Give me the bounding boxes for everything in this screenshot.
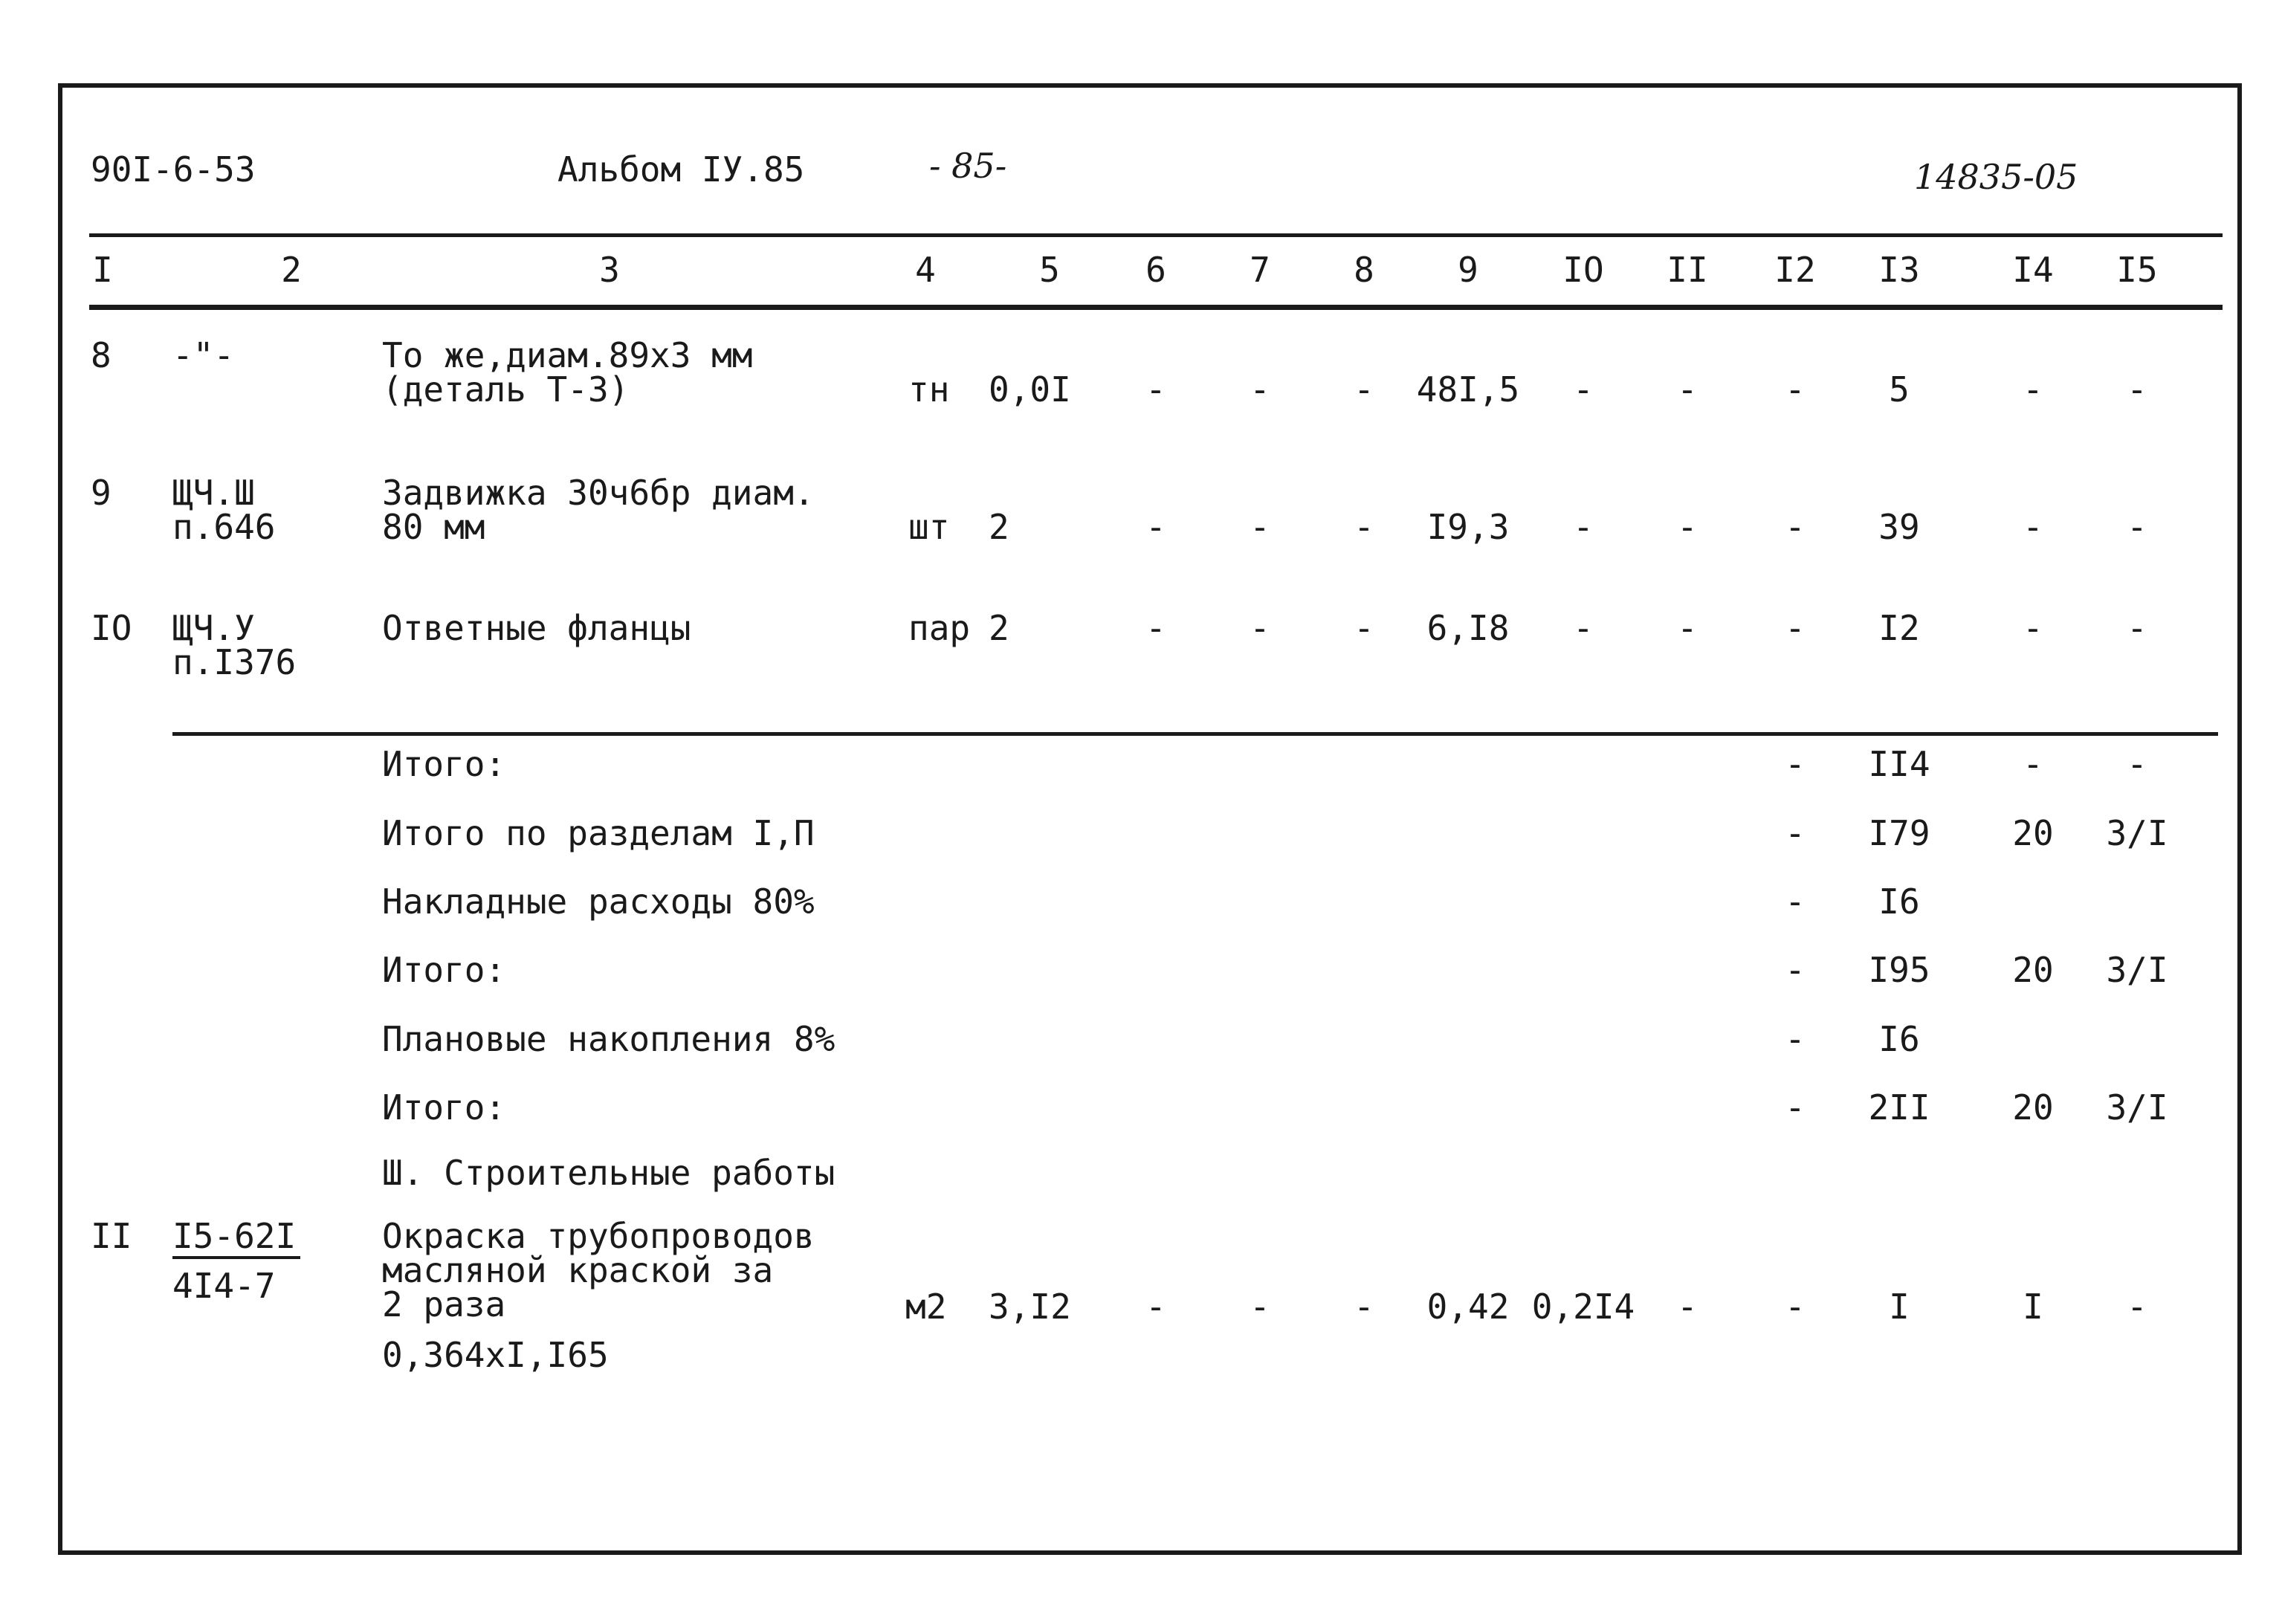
table-cell-c2: ЩЧ.Ш п.646 — [172, 473, 276, 547]
totals-cell-c13: I95 — [1868, 950, 1930, 990]
totals-label: Плановые накопления 8% — [382, 1019, 835, 1059]
totals-cell-c13: I6 — [1878, 881, 1920, 922]
row11-cell-c13: I — [1889, 1287, 1910, 1327]
page-number: - 85- — [929, 146, 1007, 186]
table-cell-c9: I9,3 — [1426, 507, 1510, 547]
table-cell-c7: - — [1250, 507, 1270, 547]
table-cell-c1: 9 — [91, 473, 111, 513]
totals-cell-c14: - — [2023, 744, 2043, 784]
row11-formula: 0,364хI,I65 — [382, 1335, 609, 1375]
table-cell-c12: - — [1785, 608, 1806, 648]
table-cell-c7: - — [1250, 608, 1270, 648]
totals-cell-c13: 2II — [1868, 1087, 1930, 1128]
totals-cell-c12: - — [1785, 813, 1806, 853]
table-cell-c11: - — [1677, 507, 1698, 547]
totals-cell-c13: I6 — [1878, 1019, 1920, 1059]
table-cell-c2: ЩЧ.У п.I376 — [172, 608, 297, 682]
row11-cell-c12: - — [1785, 1287, 1806, 1327]
column-number: 4 — [915, 250, 936, 290]
column-number: 2 — [281, 250, 302, 290]
table-cell-c5: 2 — [989, 608, 1009, 648]
column-number: I4 — [2012, 250, 2054, 290]
archive-number: 14835-05 — [1914, 157, 2078, 197]
table-cell-c10: - — [1573, 369, 1594, 410]
totals-cell-c12: - — [1785, 950, 1806, 990]
table-cell-c14: - — [2023, 608, 2043, 648]
row11-cell-c5: 3,I2 — [989, 1287, 1071, 1327]
totals-cell-c15: 3/I — [2106, 1087, 2168, 1128]
column-number: 5 — [1039, 250, 1060, 290]
totals-cell-c12: - — [1785, 1019, 1806, 1059]
table-cell-c8: - — [1354, 608, 1374, 648]
table-cell-c11: - — [1677, 369, 1698, 410]
table-cell-c9: 6,I8 — [1426, 608, 1510, 648]
table-cell-c12: - — [1785, 507, 1806, 547]
row11-cell-c6: - — [1145, 1287, 1166, 1327]
column-number: II — [1667, 250, 1708, 290]
totals-cell-c12: - — [1785, 744, 1806, 784]
table-cell-c6: - — [1145, 507, 1166, 547]
totals-cell-c15: 3/I — [2106, 950, 2168, 990]
header-rule-bottom — [89, 305, 2223, 310]
row11-ref-top: I5-62I — [172, 1216, 297, 1256]
table-cell-c10: - — [1573, 507, 1594, 547]
table-cell-c7: - — [1250, 369, 1270, 410]
column-number: I5 — [2116, 250, 2158, 290]
table-cell-c6: - — [1145, 608, 1166, 648]
totals-cell-c15: - — [2127, 744, 2147, 784]
row11-cell-c8: - — [1354, 1287, 1374, 1327]
column-number: I2 — [1774, 250, 1816, 290]
column-number: I3 — [1878, 250, 1920, 290]
table-cell-c3: Ответные фланцы — [382, 608, 691, 648]
row11-cell-c11: - — [1677, 1287, 1698, 1327]
doc-code: 90I-6-53 — [91, 149, 256, 190]
table-cell-c13: 5 — [1889, 369, 1910, 410]
table-cell-c5: 2 — [989, 507, 1009, 547]
totals-cell-c14: 20 — [2012, 813, 2054, 853]
row11-cell-c9: 0,42 — [1426, 1287, 1510, 1327]
totals-label: Итого: — [382, 1087, 506, 1128]
column-number: 9 — [1458, 250, 1478, 290]
totals-cell-c14: 20 — [2012, 950, 2054, 990]
totals-cell-c12: - — [1785, 881, 1806, 922]
section-title: Ш. Строительные работы — [382, 1153, 835, 1193]
row11-ref-bottom: 4I4-7 — [172, 1266, 276, 1306]
table-cell-c3: То же,диам.89х3 мм (деталь Т-3) — [382, 335, 753, 410]
table-cell-c1: 8 — [91, 335, 111, 375]
column-number: 3 — [599, 250, 620, 290]
table-cell-c6: - — [1145, 369, 1166, 410]
table-cell-c9: 48I,5 — [1416, 369, 1520, 410]
table-cell-c4: пар — [908, 608, 971, 648]
totals-cell-c12: - — [1785, 1087, 1806, 1128]
album-label: Альбом IУ.85 — [557, 149, 805, 190]
subtotal-rule — [172, 732, 2218, 736]
totals-cell-c15: 3/I — [2106, 813, 2168, 853]
table-cell-c4: тн — [908, 369, 950, 410]
table-cell-c10: - — [1573, 608, 1594, 648]
row11-cell-c10: 0,2I4 — [1531, 1287, 1635, 1327]
row11-cell-c4: м2 — [905, 1287, 947, 1327]
table-cell-c14: - — [2023, 369, 2043, 410]
row11-number: II — [91, 1216, 132, 1256]
table-cell-c13: 39 — [1878, 507, 1920, 547]
table-cell-c15: - — [2127, 369, 2147, 410]
table-cell-c4: шт — [908, 507, 950, 547]
table-cell-c8: - — [1354, 507, 1374, 547]
table-cell-c14: - — [2023, 507, 2043, 547]
table-cell-c2: -"- — [172, 335, 235, 375]
header-rule-top — [89, 233, 2223, 237]
column-number: IO — [1562, 250, 1604, 290]
column-number: 6 — [1145, 250, 1166, 290]
row11-fraction-line — [172, 1256, 300, 1259]
row11-cell-c7: - — [1250, 1287, 1270, 1327]
totals-label: Итого по разделам I,П — [382, 813, 815, 853]
table-cell-c15: - — [2127, 507, 2147, 547]
row11-cell-c15: - — [2127, 1287, 2147, 1327]
table-cell-c1: IO — [91, 608, 132, 648]
totals-cell-c13: I79 — [1868, 813, 1930, 853]
totals-cell-c13: II4 — [1868, 744, 1930, 784]
table-cell-c13: I2 — [1878, 608, 1920, 648]
column-number: I — [92, 250, 113, 290]
table-cell-c8: - — [1354, 369, 1374, 410]
column-number: 8 — [1354, 250, 1374, 290]
table-cell-c3: Задвижка 30ч6бр диам. 80 мм — [382, 473, 815, 547]
table-cell-c12: - — [1785, 369, 1806, 410]
totals-label: Итого: — [382, 744, 506, 784]
table-cell-c15: - — [2127, 608, 2147, 648]
row11-description: Окраска трубопроводов масляной краской за 2 раза — [382, 1216, 815, 1324]
column-number: 7 — [1250, 250, 1270, 290]
totals-label: Накладные расходы 80% — [382, 881, 815, 922]
table-cell-c11: - — [1677, 608, 1698, 648]
totals-label: Итого: — [382, 950, 506, 990]
totals-cell-c14: 20 — [2012, 1087, 2054, 1128]
table-cell-c5: 0,0I — [989, 369, 1071, 410]
row11-cell-c14: I — [2023, 1287, 2043, 1327]
